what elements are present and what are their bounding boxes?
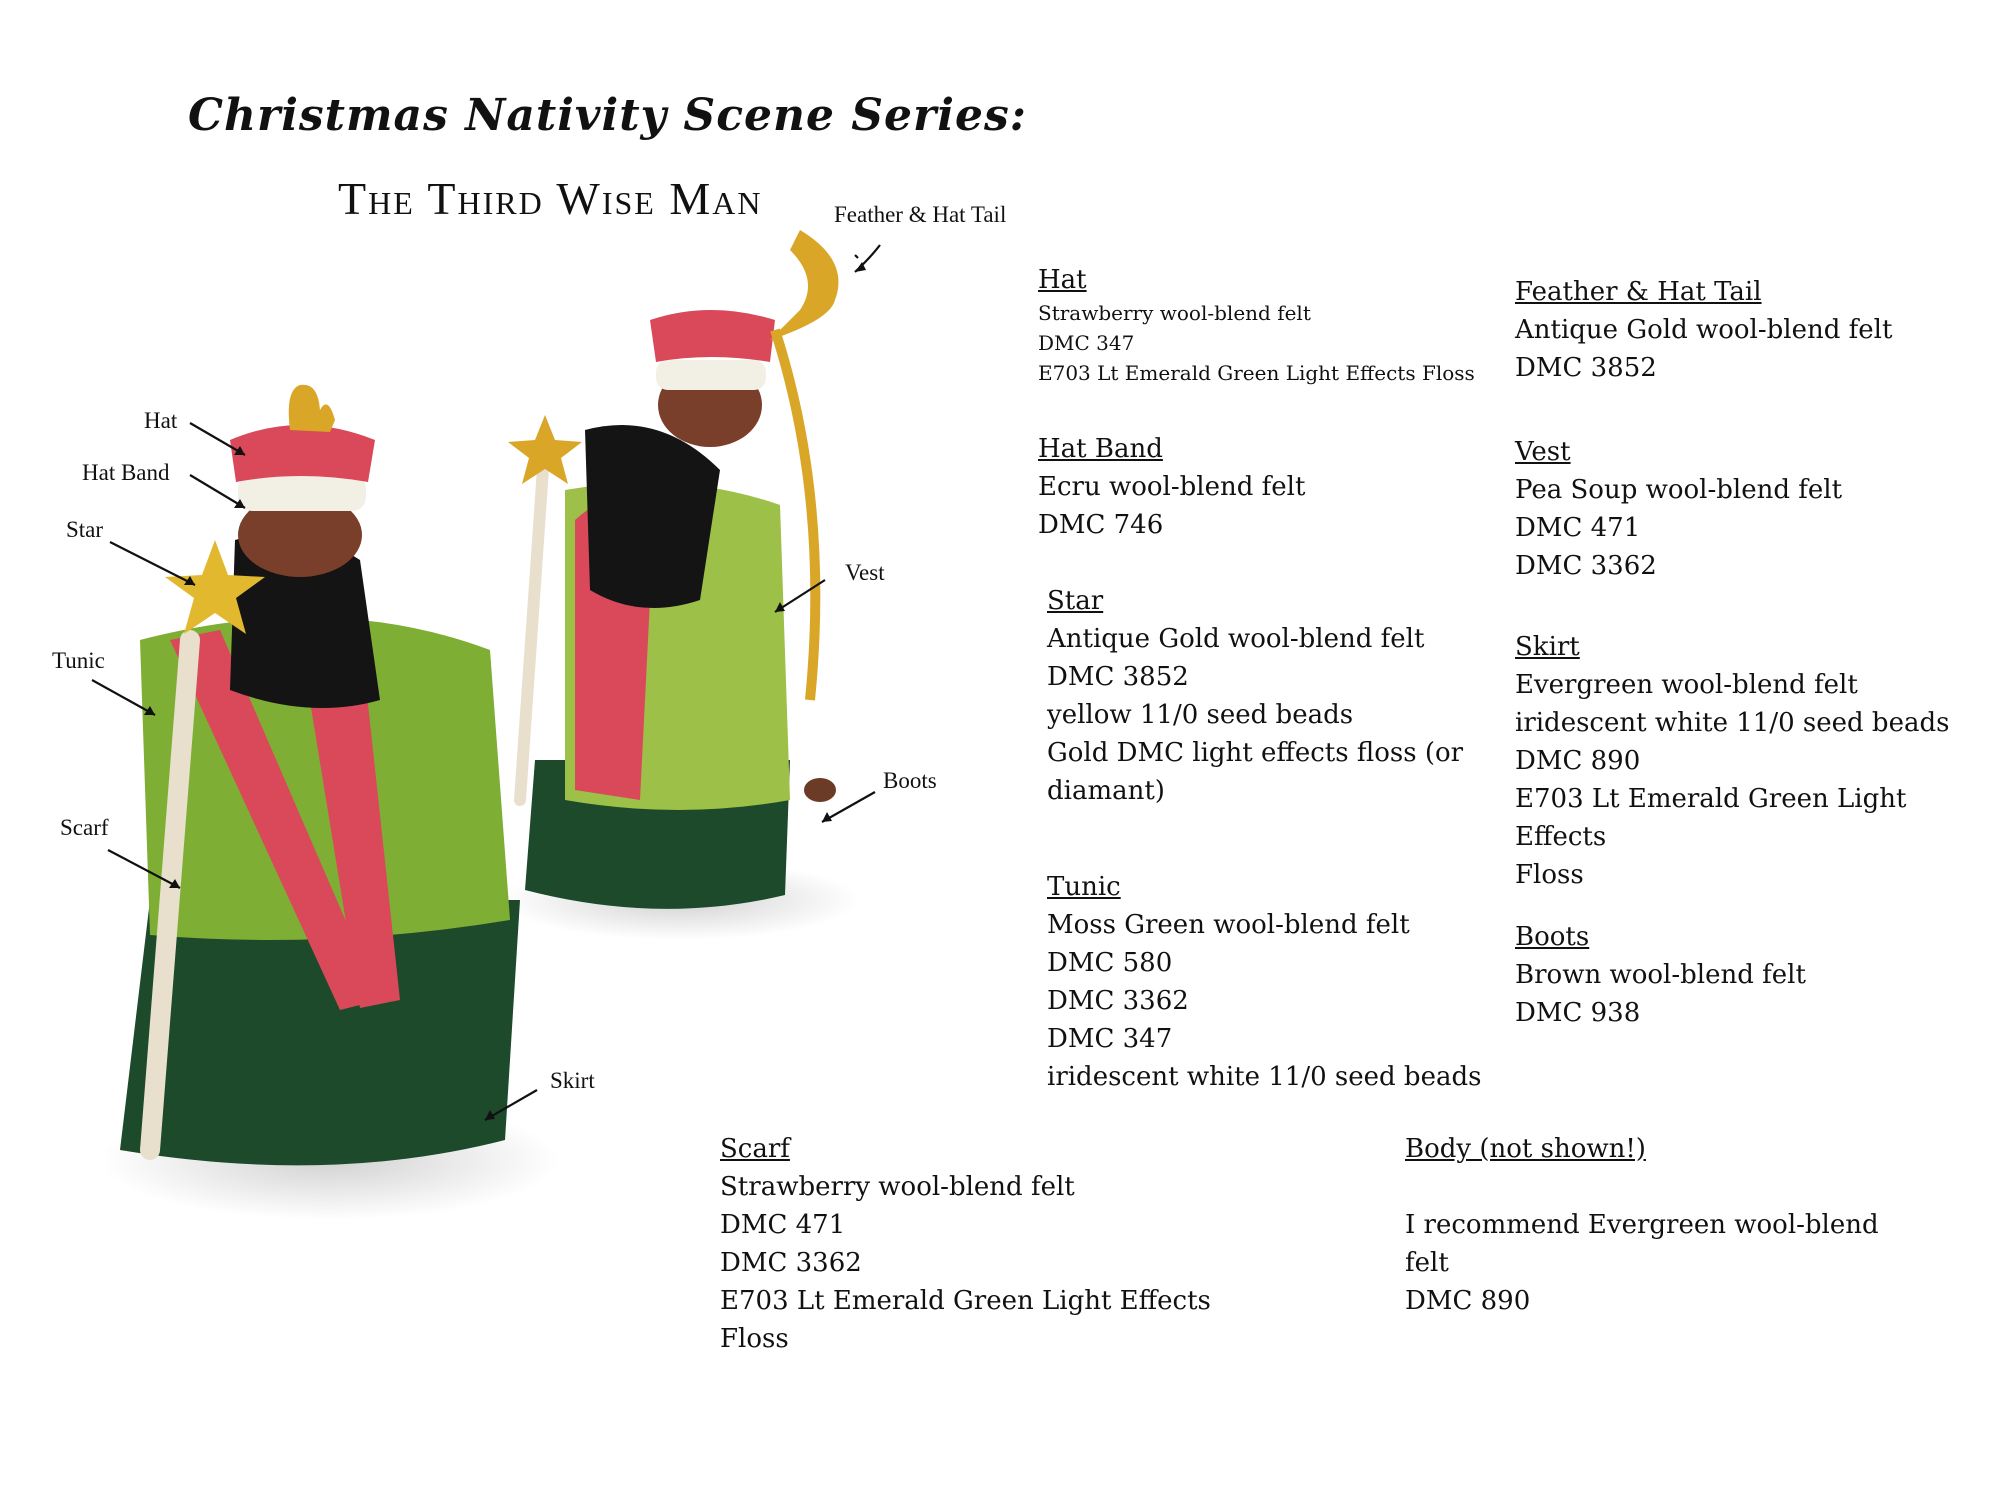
callout-star: Star	[66, 517, 104, 542]
materials-scarf-heading: Scarf	[720, 1134, 790, 1164]
materials-hat	[1038, 262, 1478, 388]
materials-body-heading: Body (not shown!)	[1405, 1134, 1646, 1164]
materials-vest-line: DMC 3362	[1515, 551, 1657, 581]
materials-hat-heading: Hat	[1038, 265, 1087, 295]
materials-tunic-line: DMC 3362	[1047, 986, 1189, 1016]
callout-scarf: Scarf	[60, 815, 109, 840]
materials-skirt-line: Evergreen wool-blend felt	[1515, 670, 1858, 700]
materials-hat-band-line: DMC 746	[1038, 510, 1164, 540]
materials-star-line: Antique Gold wool-blend felt	[1047, 624, 1425, 654]
materials-star-heading: Star	[1047, 586, 1104, 616]
materials-boots	[1515, 918, 1975, 1032]
materials-skirt	[1515, 628, 1985, 894]
materials-tunic-line: DMC 580	[1047, 948, 1173, 978]
materials-tunic-line: DMC 347	[1047, 1024, 1173, 1054]
materials-boots-line: DMC 938	[1515, 998, 1641, 1028]
materials-body-line: felt	[1405, 1248, 1449, 1278]
hat-shape	[230, 425, 375, 482]
materials-feather	[1515, 273, 1975, 387]
materials-star-line: yellow 11/0 seed beads	[1047, 700, 1354, 730]
callout-tunic: Tunic	[52, 648, 105, 673]
callout-hat-band: Hat Band	[82, 460, 170, 485]
materials-boots-heading: Boots	[1515, 922, 1590, 952]
materials-star-line: DMC 3852	[1047, 662, 1189, 692]
materials-feather-line: DMC 3852	[1515, 353, 1657, 383]
callout-vest: Vest	[845, 560, 885, 585]
callout-skirt: Skirt	[550, 1068, 595, 1093]
materials-scarf-line: DMC 3362	[720, 1248, 862, 1278]
materials-hat-line: E703 Lt Emerald Green Light Effects Floss	[1038, 361, 1475, 385]
materials-body-line	[1405, 1168, 1925, 1206]
materials-star	[1047, 582, 1477, 810]
materials-body-line: DMC 890	[1405, 1286, 1531, 1316]
materials-scarf-line: Strawberry wool-blend felt	[720, 1172, 1075, 1202]
materials-skirt-line: E703 Lt Emerald Green Light Effects	[1515, 784, 1907, 852]
materials-skirt-line: DMC 890	[1515, 746, 1641, 776]
materials-hat-band-line: Ecru wool-blend felt	[1038, 472, 1306, 502]
materials-vest-line: DMC 471	[1515, 513, 1641, 543]
callout-boots: Boots	[883, 768, 937, 793]
callout-feather: Feather & Hat Tail	[834, 202, 1007, 227]
materials-scarf-line: DMC 471	[720, 1210, 846, 1240]
materials-tunic-heading: Tunic	[1047, 872, 1121, 902]
materials-tunic-line: Moss Green wool-blend felt	[1047, 910, 1410, 940]
materials-hat-band-heading: Hat Band	[1038, 434, 1163, 464]
materials-skirt-line: iridescent white 11/0 seed beads	[1515, 708, 1950, 738]
callout-hat: Hat	[144, 408, 178, 433]
title-script: Christmas Nativity Scene Series:	[188, 90, 1027, 141]
materials-vest-heading: Vest	[1515, 437, 1571, 467]
materials-tunic	[1047, 868, 1487, 1096]
wise-man-illustration	[0, 0, 1000, 1300]
materials-vest	[1515, 433, 1975, 585]
materials-star-line: Gold DMC light effects floss (or	[1047, 738, 1464, 768]
front-figure	[100, 385, 560, 1220]
materials-body-line: I recommend Evergreen wool-blend	[1405, 1210, 1879, 1240]
materials-hat-band	[1038, 430, 1468, 544]
materials-vest-line: Pea Soup wool-blend felt	[1515, 475, 1843, 505]
materials-boots-line: Brown wool-blend felt	[1515, 960, 1806, 990]
materials-hat-line: Strawberry wool-blend felt	[1038, 301, 1311, 325]
materials-scarf	[720, 1130, 1280, 1358]
materials-skirt-line: Floss	[1515, 860, 1584, 890]
hat-band-shape	[238, 475, 366, 511]
materials-tunic-line: iridescent white 11/0 seed beads	[1047, 1062, 1482, 1092]
materials-star-line: diamant)	[1047, 776, 1165, 806]
feather-shape	[289, 385, 335, 432]
materials-scarf-line: E703 Lt Emerald Green Light Effects Floss	[720, 1286, 1211, 1354]
materials-feather-heading: Feather & Hat Tail	[1515, 277, 1762, 307]
materials-body	[1405, 1130, 1925, 1320]
materials-hat-line: DMC 347	[1038, 331, 1135, 355]
title-subtitle: The Third Wise Man	[338, 173, 763, 224]
materials-skirt-heading: Skirt	[1515, 632, 1580, 662]
back-figure	[500, 230, 860, 940]
materials-feather-line: Antique Gold wool-blend felt	[1515, 315, 1893, 345]
